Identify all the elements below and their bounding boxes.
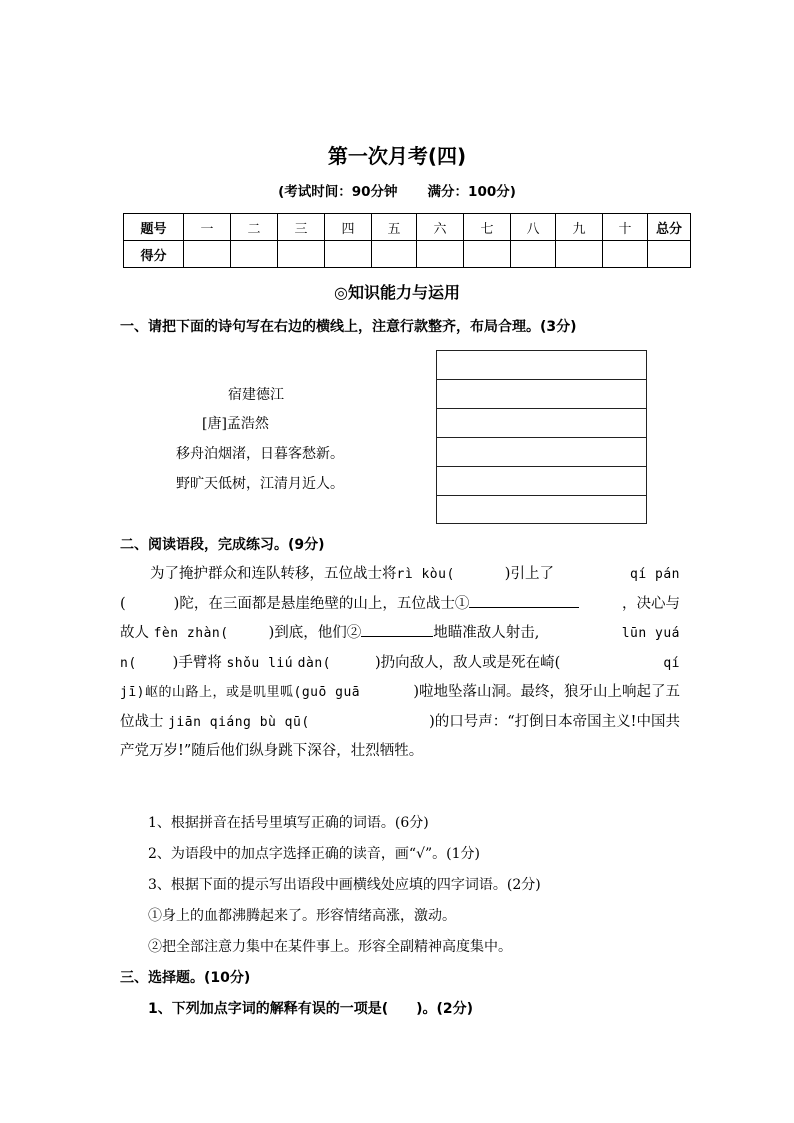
page-title: 第一次月考(四) <box>327 144 467 168</box>
passage-line: 产党万岁!”随后他们纵身跳下深谷，壮烈牺牲。 <box>120 743 424 759</box>
score-table-score-row <box>124 241 691 268</box>
passage-line: n( )手臂将 shǒu liú dàn( )扔向敌人，敌人或是死在崎( qí <box>120 649 680 679</box>
score-cell[interactable] <box>648 241 691 268</box>
sub-question: 1、根据拼音在括号里填写正确的词语。(6分) <box>148 815 429 831</box>
sub-question: 1、下列加点字词的解释有误的一项是( )。(2分) <box>148 1001 474 1017</box>
table-cell-header: 题号 <box>124 214 184 241</box>
exam-time: (考试时间：90分钟 <box>278 184 398 200</box>
table-cell-header: 一 <box>184 214 231 241</box>
table-cell-header: 七 <box>464 214 511 241</box>
poem-author: [唐]孟浩然 <box>202 416 269 432</box>
answer-blank[interactable] <box>361 620 433 637</box>
score-cell[interactable] <box>278 241 325 268</box>
passage-line: 故人 fèn zhàn( )到底，他们② 地瞄准敌人射击, lūn yuá <box>120 619 680 649</box>
table-cell-header: 四 <box>325 214 372 241</box>
table-cell-header: 十 <box>603 214 648 241</box>
writing-line <box>437 408 646 409</box>
score-cell[interactable] <box>464 241 511 268</box>
writing-line <box>437 437 646 438</box>
question-2-heading: 二、阅读语段，完成练习。(9分) <box>120 537 325 553</box>
table-cell-header: 三 <box>278 214 325 241</box>
table-cell-header: 二 <box>231 214 278 241</box>
section-heading: ◎知识能力与运用 <box>334 283 460 302</box>
score-cell[interactable] <box>184 241 231 268</box>
hint: ②把全部注意力集中在某件事上。形容全副精神高度集中。 <box>148 939 512 955</box>
poem-line: 移舟泊烟渚，日暮客愁新。 <box>176 446 344 462</box>
reading-passage <box>120 560 680 767</box>
pinyin: lūn yuá <box>621 626 680 641</box>
score-cell[interactable] <box>556 241 603 268</box>
passage-line: 为了掩护群众和连队转移，五位战士将rì kòu( )引上了 qí pán <box>120 560 680 590</box>
score-cell[interactable] <box>603 241 648 268</box>
score-table-header-row <box>124 214 691 241</box>
poem-title: 宿建德江 <box>228 387 284 403</box>
poem <box>170 380 370 500</box>
score-cell[interactable] <box>231 241 278 268</box>
poem-line: 野旷天低树，江清月近人。 <box>176 476 344 492</box>
table-cell-header: 九 <box>556 214 603 241</box>
answer-blank[interactable] <box>469 591 579 608</box>
pinyin: qí pán <box>630 567 680 582</box>
table-cell-header: 五 <box>372 214 417 241</box>
question-3-heading: 三、选择题。(10分) <box>120 970 251 986</box>
table-cell-label: 得分 <box>124 241 184 268</box>
sub-question: 3、根据下面的提示写出语段中画横线处应填的四字词语。(2分) <box>148 877 541 893</box>
writing-lines-box[interactable] <box>436 350 647 524</box>
passage-line: ( )陀，在三面都是悬崖绝壁的山上，五位战士① ，决心与 <box>120 590 680 620</box>
score-cell[interactable] <box>417 241 464 268</box>
hint: ①身上的血都沸腾起来了。形容情绪高涨，激动。 <box>148 908 456 924</box>
table-cell-header: 八 <box>511 214 556 241</box>
passage-line: 位战士 jiān qiáng bù qū( )的口号声：“打倒日本帝国主义!中国共 <box>120 713 680 730</box>
table-cell-header: 六 <box>417 214 464 241</box>
writing-line <box>437 495 646 496</box>
sub-question: 2、为语段中的加点字选择正确的读音，画“√”。(1分) <box>148 846 480 862</box>
score-table <box>123 213 691 268</box>
score-cell[interactable] <box>325 241 372 268</box>
writing-line <box>437 466 646 467</box>
passage-line: jī)岖的山路上，或是叽里呱(guō guā )啦地坠落山洞。最终，狼牙山上响起了五 <box>120 684 680 700</box>
table-cell-header: 总分 <box>648 214 691 241</box>
full-score: 满分：100分) <box>427 184 516 200</box>
exam-info <box>0 180 794 200</box>
question-1-heading: 一、请把下面的诗句写在右边的横线上，注意行款整齐，布局合理。(3分) <box>120 319 577 335</box>
pinyin: qí <box>663 655 680 671</box>
writing-line <box>437 379 646 380</box>
score-cell[interactable] <box>511 241 556 268</box>
score-cell[interactable] <box>372 241 417 268</box>
